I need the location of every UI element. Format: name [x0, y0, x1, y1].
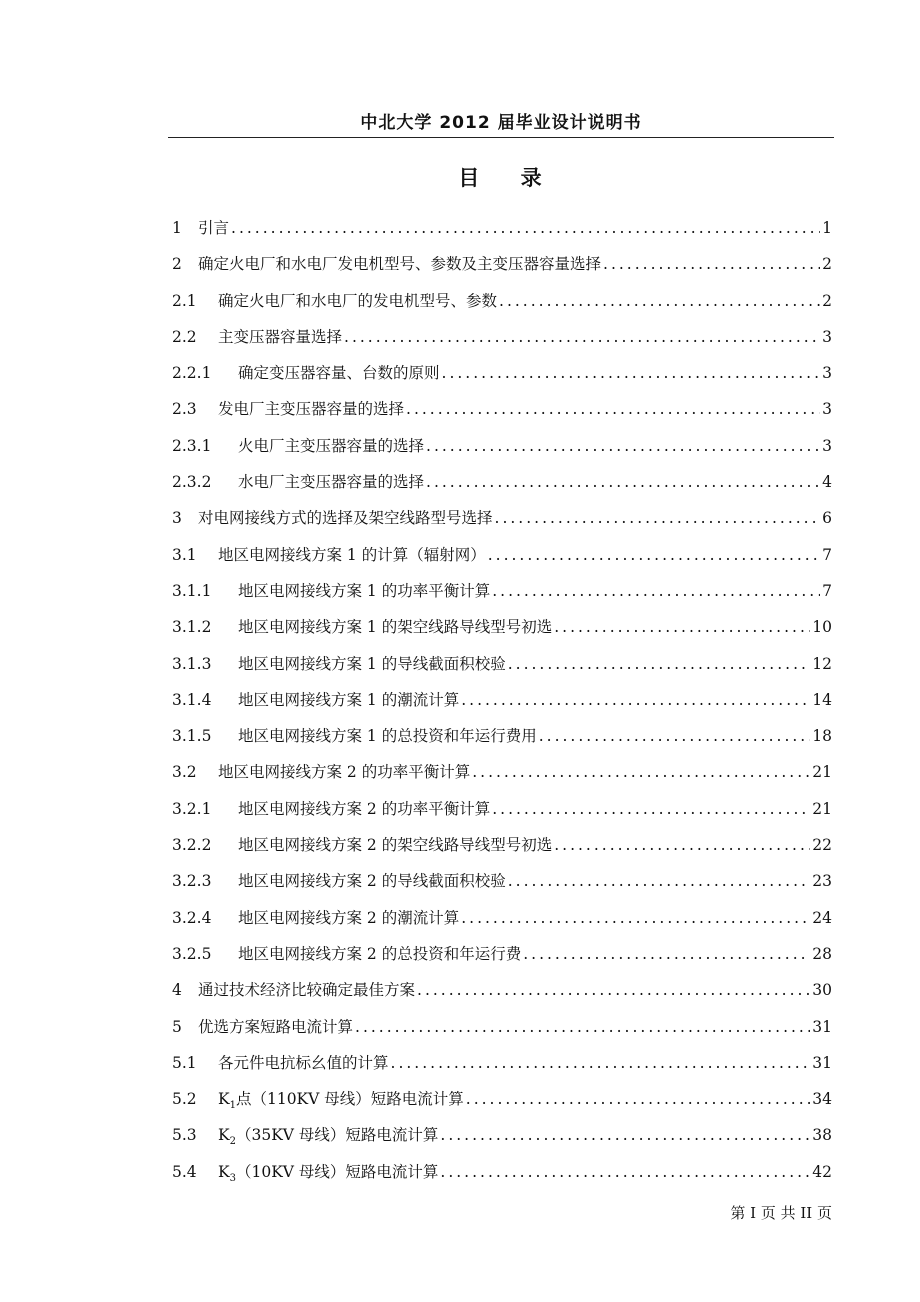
document-header: 中北大学 2012 届毕业设计说明书	[360, 113, 642, 133]
toc-entry-title: 地区电网接线方案 2 的架空线路导线型号初选	[238, 836, 553, 855]
toc-entry[interactable]	[172, 906, 832, 942]
toc-entry[interactable]	[172, 833, 832, 869]
toc-entry-title-symbol: K	[218, 1162, 230, 1181]
toc-entry-number: 2.2	[172, 327, 197, 346]
toc-entry-page: 28	[812, 944, 832, 963]
toc-entry[interactable]	[172, 216, 832, 252]
toc-entry-number: 5.3	[172, 1126, 197, 1145]
toc-entry-title: 确定火电厂和水电厂发电机型号、参数及主变压器容量选择	[198, 255, 602, 274]
toc-entry-title-text: 点（110KV 母线）短路电流计算	[235, 1090, 464, 1109]
toc-entry-title	[218, 1160, 438, 1184]
toc-leader-dots	[603, 255, 820, 273]
toc-leader-dots	[523, 945, 810, 963]
page-footer: 第 I 页 共 II 页	[730, 1204, 832, 1222]
toc-entry-number: 3.1.4	[172, 690, 212, 709]
toc-entry[interactable]	[172, 869, 832, 905]
toc-leader-dots	[231, 219, 820, 237]
toc-entry-number: 3.1.3	[172, 654, 212, 673]
toc-entry-title: 地区电网接线方案 2 的总投资和年运行费	[238, 944, 522, 963]
toc-entry-page: 10	[812, 618, 832, 637]
toc-entry[interactable]	[172, 543, 832, 579]
toc-entry-title: 火电厂主变压器容量的选择	[238, 436, 425, 455]
toc-entry-page: 12	[812, 654, 832, 673]
toc-entry[interactable]	[172, 325, 832, 361]
toc-entry-number: 5	[172, 1017, 182, 1036]
toc-entry[interactable]	[172, 760, 832, 796]
table-of-contents	[172, 216, 832, 1196]
toc-entry-number: 2.3.2	[172, 473, 212, 492]
toc-entry[interactable]	[172, 434, 832, 470]
toc-entry-number: 2.3.1	[172, 436, 212, 455]
toc-entry[interactable]	[172, 1015, 832, 1051]
toc-entry-number: 3.2.2	[172, 836, 212, 855]
toc-leader-dots	[488, 546, 820, 564]
toc-leader-dots	[426, 437, 820, 455]
toc-entry-number: 2.2.1	[172, 364, 212, 383]
toc-entry-number: 3.2.3	[172, 872, 212, 891]
toc-entry-title: 发电厂主变压器容量的选择	[218, 400, 405, 419]
toc-entry[interactable]	[172, 1051, 832, 1087]
toc-entry-title-symbol: K	[218, 1126, 230, 1145]
toc-entry-page: 3	[822, 327, 832, 346]
toc-entry-number: 1	[172, 219, 182, 237]
toc-leader-dots	[440, 1126, 810, 1144]
toc-leader-dots	[461, 909, 810, 927]
toc-leader-dots	[426, 473, 820, 491]
toc-leader-dots	[417, 981, 810, 999]
toc-leader-dots	[492, 582, 820, 600]
toc-entry-title: 地区电网接线方案 2 的功率平衡计算	[218, 763, 471, 782]
toc-entry[interactable]	[172, 652, 832, 688]
toc-entry-number: 2.3	[172, 400, 197, 419]
toc-entry-number: 5.4	[172, 1162, 197, 1181]
toc-leader-dots	[355, 1018, 810, 1036]
toc-entry-page: 3	[822, 400, 832, 419]
toc-entry-number: 4	[172, 981, 182, 1000]
toc-entry-page: 21	[812, 799, 832, 818]
toc-leader-dots	[554, 618, 810, 636]
toc-entry-page: 1	[822, 219, 832, 237]
toc-entry[interactable]	[172, 506, 832, 542]
toc-entry[interactable]	[172, 797, 832, 833]
toc-entry-title: 地区电网接线方案 2 的导线截面积校验	[238, 872, 506, 891]
toc-entry-title	[218, 1123, 438, 1147]
toc-entry-page: 30	[812, 981, 832, 1000]
toc-entry-title-text: （10KV 母线）短路电流计算	[235, 1162, 439, 1181]
toc-entry[interactable]	[172, 615, 832, 651]
toc-entry-page: 31	[812, 1053, 832, 1072]
toc-leader-dots	[508, 872, 811, 890]
toc-entry-page: 3	[822, 436, 832, 455]
toc-entry-title-subscript: 3	[229, 1172, 236, 1184]
toc-entry-number: 2.1	[172, 291, 197, 310]
toc-entry-title: 地区电网接线方案 1 的架空线路导线型号初选	[238, 618, 553, 637]
toc-entry-number: 2	[172, 255, 182, 274]
toc-entry-page: 38	[812, 1126, 832, 1145]
toc-entry-number: 3.2.4	[172, 908, 212, 927]
toc-entry-title-text: （35KV 母线）短路电流计算	[235, 1126, 439, 1145]
toc-entry-page: 2	[822, 291, 832, 310]
toc-entry-number: 5.2	[172, 1090, 197, 1109]
toc-entry-title: 地区电网接线方案 1 的总投资和年运行费用	[238, 727, 537, 746]
toc-entry-title: 引言	[198, 219, 230, 237]
toc-entry-number: 5.1	[172, 1053, 197, 1072]
toc-entry-page: 34	[812, 1090, 832, 1109]
toc-entry-title: 地区电网接线方案 2 的潮流计算	[238, 908, 460, 927]
toc-entry-page: 3	[822, 364, 832, 383]
toc-leader-dots	[466, 1090, 811, 1108]
toc-entry-number: 3	[172, 509, 182, 528]
toc-entry-number: 3.2	[172, 763, 197, 782]
toc-entry-title: 水电厂主变压器容量的选择	[238, 473, 425, 492]
toc-leader-dots	[495, 509, 821, 527]
toc-entry-title: 主变压器容量选择	[218, 327, 343, 346]
toc-leader-dots	[406, 400, 820, 418]
toc-leader-dots	[472, 763, 810, 781]
toc-entry-number: 3.2.5	[172, 944, 212, 963]
toc-entry[interactable]	[172, 470, 832, 506]
toc-leader-dots	[391, 1054, 811, 1072]
toc-entry-title: 地区电网接线方案 2 的功率平衡计算	[238, 799, 491, 818]
toc-entry-page: 6	[822, 509, 832, 528]
toc-entry-page: 42	[812, 1162, 832, 1181]
toc-entry-number: 3.1	[172, 545, 197, 564]
toc-entry[interactable]	[172, 942, 832, 978]
toc-entry-page: 18	[812, 727, 832, 746]
toc-entry-page: 7	[822, 545, 832, 564]
toc-entry-title: 优选方案短路电流计算	[198, 1017, 354, 1036]
toc-entry-title-symbol: K	[218, 1090, 230, 1109]
toc-entry-title: 地区电网接线方案 1 的潮流计算	[238, 690, 460, 709]
toc-entry[interactable]	[172, 361, 832, 397]
toc-leader-dots	[440, 1163, 810, 1181]
toc-entry[interactable]	[172, 688, 832, 724]
toc-entry-page: 2	[822, 255, 832, 274]
toc-entry-title: 地区电网接线方案 1 的功率平衡计算	[238, 581, 491, 600]
toc-entry-number: 3.1.2	[172, 618, 212, 637]
toc-entry-page: 21	[812, 763, 832, 782]
toc-leader-dots	[554, 836, 810, 854]
toc-entry-title-subscript: 1	[229, 1100, 236, 1112]
toc-entry[interactable]	[172, 252, 832, 288]
toc-entry-page: 31	[812, 1017, 832, 1036]
toc-leader-dots	[499, 292, 820, 310]
toc-entry[interactable]	[172, 1087, 832, 1123]
toc-entry-page: 22	[812, 836, 832, 855]
toc-entry-page: 24	[812, 908, 832, 927]
toc-title: 目 录	[458, 166, 544, 190]
toc-entry-title: 确定变压器容量、台数的原则	[238, 364, 440, 383]
toc-entry-title	[218, 1087, 464, 1111]
toc-entry-title: 地区电网接线方案 1 的导线截面积校验	[238, 654, 506, 673]
header-rule	[168, 137, 834, 138]
toc-entry[interactable]	[172, 1123, 832, 1159]
toc-leader-dots	[492, 800, 810, 818]
toc-entry-page: 4	[822, 473, 832, 492]
toc-entry[interactable]	[172, 978, 832, 1014]
toc-entry-title: 确定火电厂和水电厂的发电机型号、参数	[218, 291, 498, 310]
toc-leader-dots	[442, 364, 821, 382]
toc-entry[interactable]	[172, 579, 832, 615]
toc-entry-page: 7	[822, 581, 832, 600]
toc-leader-dots	[508, 655, 811, 673]
toc-entry-title: 各元件电抗标幺值的计算	[218, 1053, 389, 1072]
toc-entry[interactable]	[172, 724, 832, 760]
toc-entry-number: 3.2.1	[172, 799, 212, 818]
toc-entry-title: 地区电网接线方案 1 的计算（辐射网）	[218, 545, 486, 564]
toc-entry-page: 14	[812, 690, 832, 709]
toc-entry-page: 23	[812, 872, 832, 891]
toc-leader-dots	[344, 328, 820, 346]
toc-entry[interactable]	[172, 397, 832, 433]
toc-entry-number: 3.1.5	[172, 727, 212, 746]
toc-entry-title: 通过技术经济比较确定最佳方案	[198, 981, 416, 1000]
toc-entry[interactable]	[172, 289, 832, 325]
toc-entry-title-subscript: 2	[229, 1136, 236, 1148]
toc-entry-title: 对电网接线方式的选择及架空线路型号选择	[198, 509, 493, 528]
toc-leader-dots	[539, 727, 811, 745]
toc-leader-dots	[461, 691, 810, 709]
toc-entry[interactable]	[172, 1160, 832, 1196]
toc-entry-number: 3.1.1	[172, 581, 212, 600]
